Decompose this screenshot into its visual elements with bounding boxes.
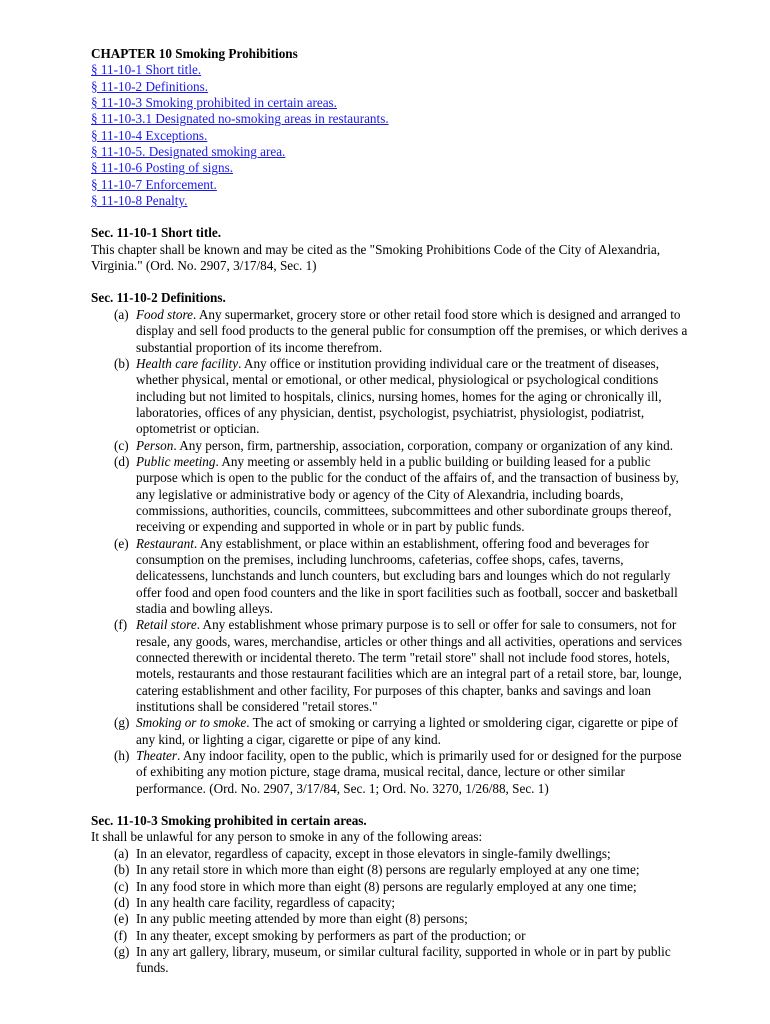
toc-link-no-smoking-restaurants[interactable]: § 11-10-3.1 Designated no-smoking areas in restaurants. — [91, 111, 389, 127]
section-heading: Sec. 11-10-1 Short title. — [91, 225, 222, 241]
toc-link-penalty[interactable]: § 11-10-8 Penalty. — [91, 193, 188, 209]
item-label: (h) — [114, 748, 130, 764]
list-item — [91, 944, 691, 977]
definition-item — [91, 438, 691, 454]
toc-link-exceptions[interactable]: § 11-10-4 Exceptions. — [91, 127, 208, 143]
definition-text: . Any establishment whose primary purpose is to sell or offer for sale to consumers, not for resale, any goods, wares, merchandise, articles or other things and all activities, operations and services connected therewith or incidental thereto. The term "retail store" shall not include food stores, hotels, motels, restaurants and those restaurant facilities which are an integral part of a retail store, bar, lounge, catering establishment and other facility, For purposes of this chapter, banks and savings and loan institutions shall be considered "retail stores." — [136, 617, 682, 715]
definition-item — [91, 617, 691, 715]
definition-term: Smoking or to smoke — [136, 715, 247, 731]
section-heading: Sec. 11-10-2 Definitions. — [91, 290, 226, 306]
item-label: (d) — [114, 894, 130, 910]
toc-link-posting-of-signs[interactable]: § 11-10-6 Posting of signs. — [91, 160, 234, 176]
item-text: In any public meeting attended by more than eight (8) persons; — [136, 911, 468, 927]
document-page — [91, 46, 691, 977]
definition-item — [91, 454, 691, 536]
definition-term: Retail store — [136, 617, 197, 633]
definition-text: . The act of smoking or carrying a lighted or smoldering cigar, cigarette or pipe of any kind, or lighting a cigar, cigarette or pipe of any kind. — [136, 715, 678, 747]
definition-term: Person — [136, 437, 174, 453]
definition-text: . Any indoor facility, open to the public, which is primarily used for or designed for the purpose of exhibiting any motion picture, stage drama, musical recital, dance, lecture or other similar performance. (Ord. No. 2907, 3/17/84, Sec. 1; Ord. No. 3270, 1/26/88, Sec. 1) — [136, 748, 682, 796]
definition-term: Health care facility — [136, 355, 239, 371]
item-text: In any food store in which more than eight (8) persons are regularly employed at any one time; — [136, 878, 637, 894]
definition-item — [91, 715, 691, 748]
list-item — [91, 846, 691, 862]
item-label: (f) — [114, 617, 128, 633]
definition-text: . Any office or institution providing individual care or the treatment of diseases, whether physical, mental or emotional, or other medical, physiological or psychological conditions including but not limited to hospitals, clinics, nursing homes, homes for the aging or chronically ill, laboratories, offices of any physician, dentist, psychologist, psychiatrist, physiologist, podiatrist, optometrist or optician. — [136, 355, 662, 437]
item-label: (d) — [114, 453, 130, 469]
item-text: In an elevator, regardless of capacity, except in those elevators in single-family dwellings; — [136, 845, 611, 861]
item-text: In any art gallery, library, museum, or similar cultural facility, supported in whole or in part by public funds. — [136, 943, 671, 976]
definition-text: . Any establishment, or place within an establishment, offering food and beverages for consumption on the premises, including lunchrooms, cafeterias, coffee shops, cafes, taverns, delicatessens, lunchstands and lunch counters, but excluding bars and lounges which do not regularly offer food and open food counters and the like in sport facilities such as football, soccer and basketball stadia and bowling alleys. — [136, 535, 678, 616]
toc-link-enforcement[interactable]: § 11-10-7 Enforcement. — [91, 176, 217, 192]
list-item — [91, 928, 691, 944]
item-label: (a) — [114, 845, 129, 861]
section-smoking-prohibited — [91, 813, 691, 976]
toc-link-smoking-prohibited[interactable]: § 11-10-3 Smoking prohibited in certain areas. — [91, 95, 337, 111]
definition-term: Theater — [136, 748, 178, 764]
list-item — [91, 862, 691, 878]
section-intro: It shall be unlawful for any person to smoke in any of the following areas: — [91, 829, 483, 845]
chapter-title: CHAPTER 10 Smoking Prohibitions — [91, 46, 298, 61]
definition-item — [91, 536, 691, 618]
list-item — [91, 879, 691, 895]
definition-term: Food store — [136, 306, 194, 322]
definition-item — [91, 307, 691, 356]
table-of-contents — [91, 62, 691, 209]
item-label: (c) — [114, 437, 129, 453]
section-body: This chapter shall be known and may be cited as the "Smoking Prohibitions Code of the City of Alexandria, Virginia." (Ord. No. 2907, 3/17/84, Sec. 1) — [91, 241, 661, 274]
item-text: In any health care facility, regardless of capacity; — [136, 894, 396, 910]
item-label: (g) — [114, 715, 130, 731]
item-label: (e) — [114, 911, 129, 927]
list-item — [91, 895, 691, 911]
item-label: (g) — [114, 943, 130, 959]
list-item — [91, 911, 691, 927]
definition-term: Restaurant — [136, 535, 194, 551]
item-label: (b) — [114, 355, 130, 371]
section-heading: Sec. 11-10-3 Smoking prohibited in certain areas. — [91, 813, 367, 829]
definition-text: . Any person, firm, partnership, association, corporation, company or organization of any kind. — [173, 437, 674, 453]
definition-text: . Any supermarket, grocery store or other retail food store which is designed and arranged to display and sell food products to the general public for consumption off the premises, or which derives a substantial proportion of its income therefrom. — [136, 306, 688, 355]
item-label: (c) — [114, 878, 129, 894]
item-label: (a) — [114, 306, 129, 322]
definition-text: . Any meeting or assembly held in a public building or building leased for a public purpose which is open to the public for the conduct of the affairs of, and the transaction of business by, any legislative or administrative body or agency of the City of Alexandria, including boards, commissions, authorities, councils, committees, subcommittees and other subordinate groups thereof, receiving or expending and supported in whole or in part by public funds. — [136, 453, 679, 535]
definition-term: Public meeting — [136, 453, 216, 469]
item-label: (e) — [114, 535, 129, 551]
toc-link-short-title[interactable]: § 11-10-1 Short title. — [91, 62, 202, 78]
item-label: (f) — [114, 927, 128, 943]
toc-link-definitions[interactable]: § 11-10-2 Definitions. — [91, 78, 209, 94]
item-text: In any retail store in which more than eight (8) persons are regularly employed at any one time; — [136, 862, 640, 878]
definition-item — [91, 356, 691, 438]
item-label: (b) — [114, 862, 130, 878]
section-short-title — [91, 225, 691, 274]
definition-item — [91, 748, 691, 797]
toc-link-designated-smoking-area[interactable]: § 11-10-5. Designated smoking area. — [91, 144, 286, 160]
section-definitions — [91, 290, 691, 797]
item-text: In any theater, except smoking by performers as part of the production; or — [136, 927, 526, 943]
